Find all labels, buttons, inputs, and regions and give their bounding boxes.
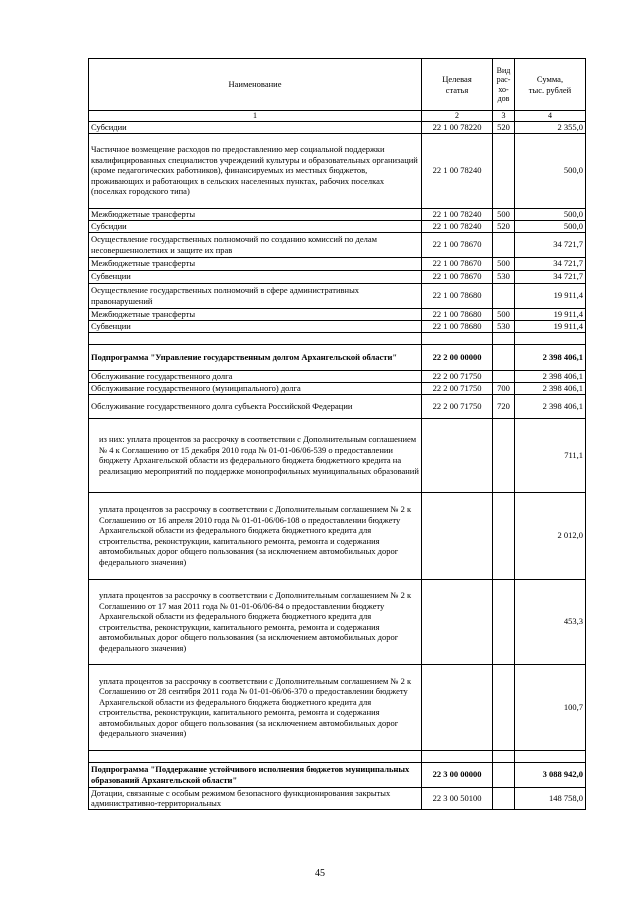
cell-sum: 19 911,4 (515, 283, 586, 308)
cell-sum: 19 911,4 (515, 320, 586, 332)
cell-name: Межбюджетные трансферты (89, 308, 422, 320)
table-row (89, 270, 586, 283)
table-row (89, 122, 586, 134)
cell-type: 500 (493, 208, 515, 220)
cell-code: 22 1 00 78670 (422, 232, 493, 257)
cell-name: Межбюджетные трансферты (89, 257, 422, 270)
cell-type (493, 232, 515, 257)
budget-table (88, 58, 586, 810)
cell-code: 22 1 00 78240 (422, 220, 493, 232)
cell-name: Осуществление государственных полномочий в сфере административных правонарушений (89, 283, 422, 308)
cell-type (493, 787, 515, 809)
cell-sum: 453,3 (515, 579, 586, 664)
spacer-row (89, 750, 586, 762)
cell-type (493, 344, 515, 370)
cell-type: 500 (493, 308, 515, 320)
table-row (89, 133, 586, 208)
cell-name: Осуществление государственных полномочий по созданию комиссий по делам несовершеннолетних и защите их прав (89, 232, 422, 257)
header-type: Вид рас- хо- дов (493, 59, 515, 111)
table-row (89, 308, 586, 320)
cell-sum: 2 398 406,1 (515, 394, 586, 418)
spacer-row (89, 332, 586, 344)
cell-name: Подпрограмма "Поддержание устойчивого исполнения бюджетов муниципальных образований Архангельской области" (89, 762, 422, 787)
header-sum: Сумма, тыс. рублей (515, 59, 586, 111)
cell-type: 530 (493, 320, 515, 332)
cell-code: 22 2 00 71750 (422, 394, 493, 418)
cell-type (493, 370, 515, 382)
table-row (89, 220, 586, 232)
cell-type (493, 492, 515, 579)
cell-type (493, 283, 515, 308)
cell-sum: 711,1 (515, 418, 586, 492)
cell-name: Подпрограмма "Управление государственным долгом Архангельской области" (89, 344, 422, 370)
table-row (89, 208, 586, 220)
cell-name: Субвенции (89, 320, 422, 332)
cell-code (422, 492, 493, 579)
cell-code: 22 1 00 78220 (422, 122, 493, 134)
cell-name (89, 332, 422, 344)
cell-type (493, 579, 515, 664)
cell-type (493, 418, 515, 492)
cell-sum: 2 355,0 (515, 122, 586, 134)
cell-name: Субсидии (89, 122, 422, 134)
cell-type (493, 332, 515, 344)
cell-code (422, 750, 493, 762)
cell-name: Дотации, связанные с особым режимом безопасного функционирования закрытых административно-территориальных (89, 787, 422, 809)
cell-sum: 2 398 406,1 (515, 382, 586, 394)
cell-name: Обслуживание государственного долга субъекта Российской Федерации (89, 394, 422, 418)
cell-code: 22 1 00 78670 (422, 257, 493, 270)
cell-sum: 2 398 406,1 (515, 370, 586, 382)
cell-type: 530 (493, 270, 515, 283)
cell-code: 22 3 00 00000 (422, 762, 493, 787)
budget-table-body (89, 59, 586, 810)
cell-name: уплата процентов за рассрочку в соответствии с Дополнительным соглашением № 2 к Соглашению от 17 мая 2011 года № 01-01-06/06-84 о предоставлении бюджету Архангельской области из федерального бюджета бюджетного кредита для строительства, реконструкции, капитального ремонта, ремонта и содержания автомобильных дорог общего пользования (за исключением автомобильных дорог федерального значения) (89, 579, 422, 664)
cell-code: 22 1 00 78680 (422, 283, 493, 308)
cell-code: 22 1 00 78680 (422, 320, 493, 332)
cell-sum: 2 012,0 (515, 492, 586, 579)
cell-sum: 500,0 (515, 208, 586, 220)
cell-name: Обслуживание государственного долга (89, 370, 422, 382)
table-row (89, 492, 586, 579)
cell-sum: 2 398 406,1 (515, 344, 586, 370)
table-row (89, 257, 586, 270)
cell-sum: 500,0 (515, 133, 586, 208)
cell-type: 500 (493, 257, 515, 270)
cell-sum: 500,0 (515, 220, 586, 232)
cell-sum: 19 911,4 (515, 308, 586, 320)
cell-type: 520 (493, 122, 515, 134)
table-row (89, 370, 586, 382)
table-row (89, 382, 586, 394)
page-number: 45 (315, 868, 325, 879)
cell-name (89, 750, 422, 762)
cell-sum: 34 721,7 (515, 232, 586, 257)
cell-code (422, 418, 493, 492)
cell-name: из них: уплата процентов за рассрочку в соответствии с Дополнительным соглашением № 4 к Соглашению от 15 декабря 2010 года № 01-01-06/06-539 о предоставлении бюджету Архангельской области из федерального бюджета бюджетного кредита на реализацию мероприятий по поддержке монопрофильных муниципальных образований (89, 418, 422, 492)
cell-code (422, 332, 493, 344)
cell-type: 520 (493, 220, 515, 232)
table-row (89, 579, 586, 664)
cell-type: 720 (493, 394, 515, 418)
cell-code: 22 1 00 78240 (422, 133, 493, 208)
table-header-row (89, 59, 586, 111)
table-row (89, 232, 586, 257)
section-row (89, 344, 586, 370)
column-number: 2 (422, 111, 493, 122)
table-row (89, 418, 586, 492)
cell-type (493, 750, 515, 762)
cell-code (422, 664, 493, 750)
cell-code: 22 1 00 78680 (422, 308, 493, 320)
table-row (89, 283, 586, 308)
cell-type (493, 762, 515, 787)
cell-sum: 34 721,7 (515, 257, 586, 270)
column-number-row (89, 111, 586, 122)
cell-name: уплата процентов за рассрочку в соответствии с Дополнительным соглашением № 2 к Соглашению от 16 апреля 2010 года № 01-01-06/06-108 о предоставлении бюджету Архангельской области из федерального бюджета бюджетного кредита для строительства, реконструкции, капитального ремонта, ремонта и содержания автомобильных дорог общего пользования (за исключением автомобильных дорог федерального значения) (89, 492, 422, 579)
cell-code: 22 3 00 50100 (422, 787, 493, 809)
cell-code: 22 1 00 78670 (422, 270, 493, 283)
header-code: Целевая статья (422, 59, 493, 111)
cell-name: Межбюджетные трансферты (89, 208, 422, 220)
column-number: 1 (89, 111, 422, 122)
table-row (89, 787, 586, 809)
cell-code: 22 1 00 78240 (422, 208, 493, 220)
cell-type: 700 (493, 382, 515, 394)
cell-type (493, 133, 515, 208)
cell-code (422, 579, 493, 664)
cell-sum (515, 332, 586, 344)
cell-code: 22 2 00 00000 (422, 344, 493, 370)
cell-name: уплата процентов за рассрочку в соответствии с Дополнительным соглашением № 2 к Соглашению от 28 сентября 2011 года № 01-01-06/06-370 о предоставлении бюджету Архангельской области из федерального бюджета бюджетного кредита для строительства, реконструкции, капитального ремонта, ремонта и содержания автомобильных дорог общего пользования (за исключением автомобильных дорог федерального значения) (89, 664, 422, 750)
cell-name: Субвенции (89, 270, 422, 283)
cell-sum: 34 721,7 (515, 270, 586, 283)
cell-code: 22 2 00 71750 (422, 382, 493, 394)
column-number: 3 (493, 111, 515, 122)
cell-name: Обслуживание государственного (муниципального) долга (89, 382, 422, 394)
cell-code: 22 2 00 71750 (422, 370, 493, 382)
cell-name: Частичное возмещение расходов по предоставлению мер социальной поддержки квалифицированных специалистов учреждений культуры и образовательных организаций (кроме педагогических работников), финансируемых из местных бюджетов, проживающих и работающих в сельских населенных пунктах, рабочих поселках (поселках городского типа) (89, 133, 422, 208)
header-name: Наименование (89, 59, 422, 111)
table-row (89, 664, 586, 750)
cell-type (493, 664, 515, 750)
cell-name: Субсидии (89, 220, 422, 232)
table-row (89, 394, 586, 418)
section-row (89, 762, 586, 787)
table-row (89, 320, 586, 332)
cell-sum (515, 750, 586, 762)
column-number: 4 (515, 111, 586, 122)
cell-sum: 148 758,0 (515, 787, 586, 809)
cell-sum: 3 088 942,0 (515, 762, 586, 787)
cell-sum: 100,7 (515, 664, 586, 750)
